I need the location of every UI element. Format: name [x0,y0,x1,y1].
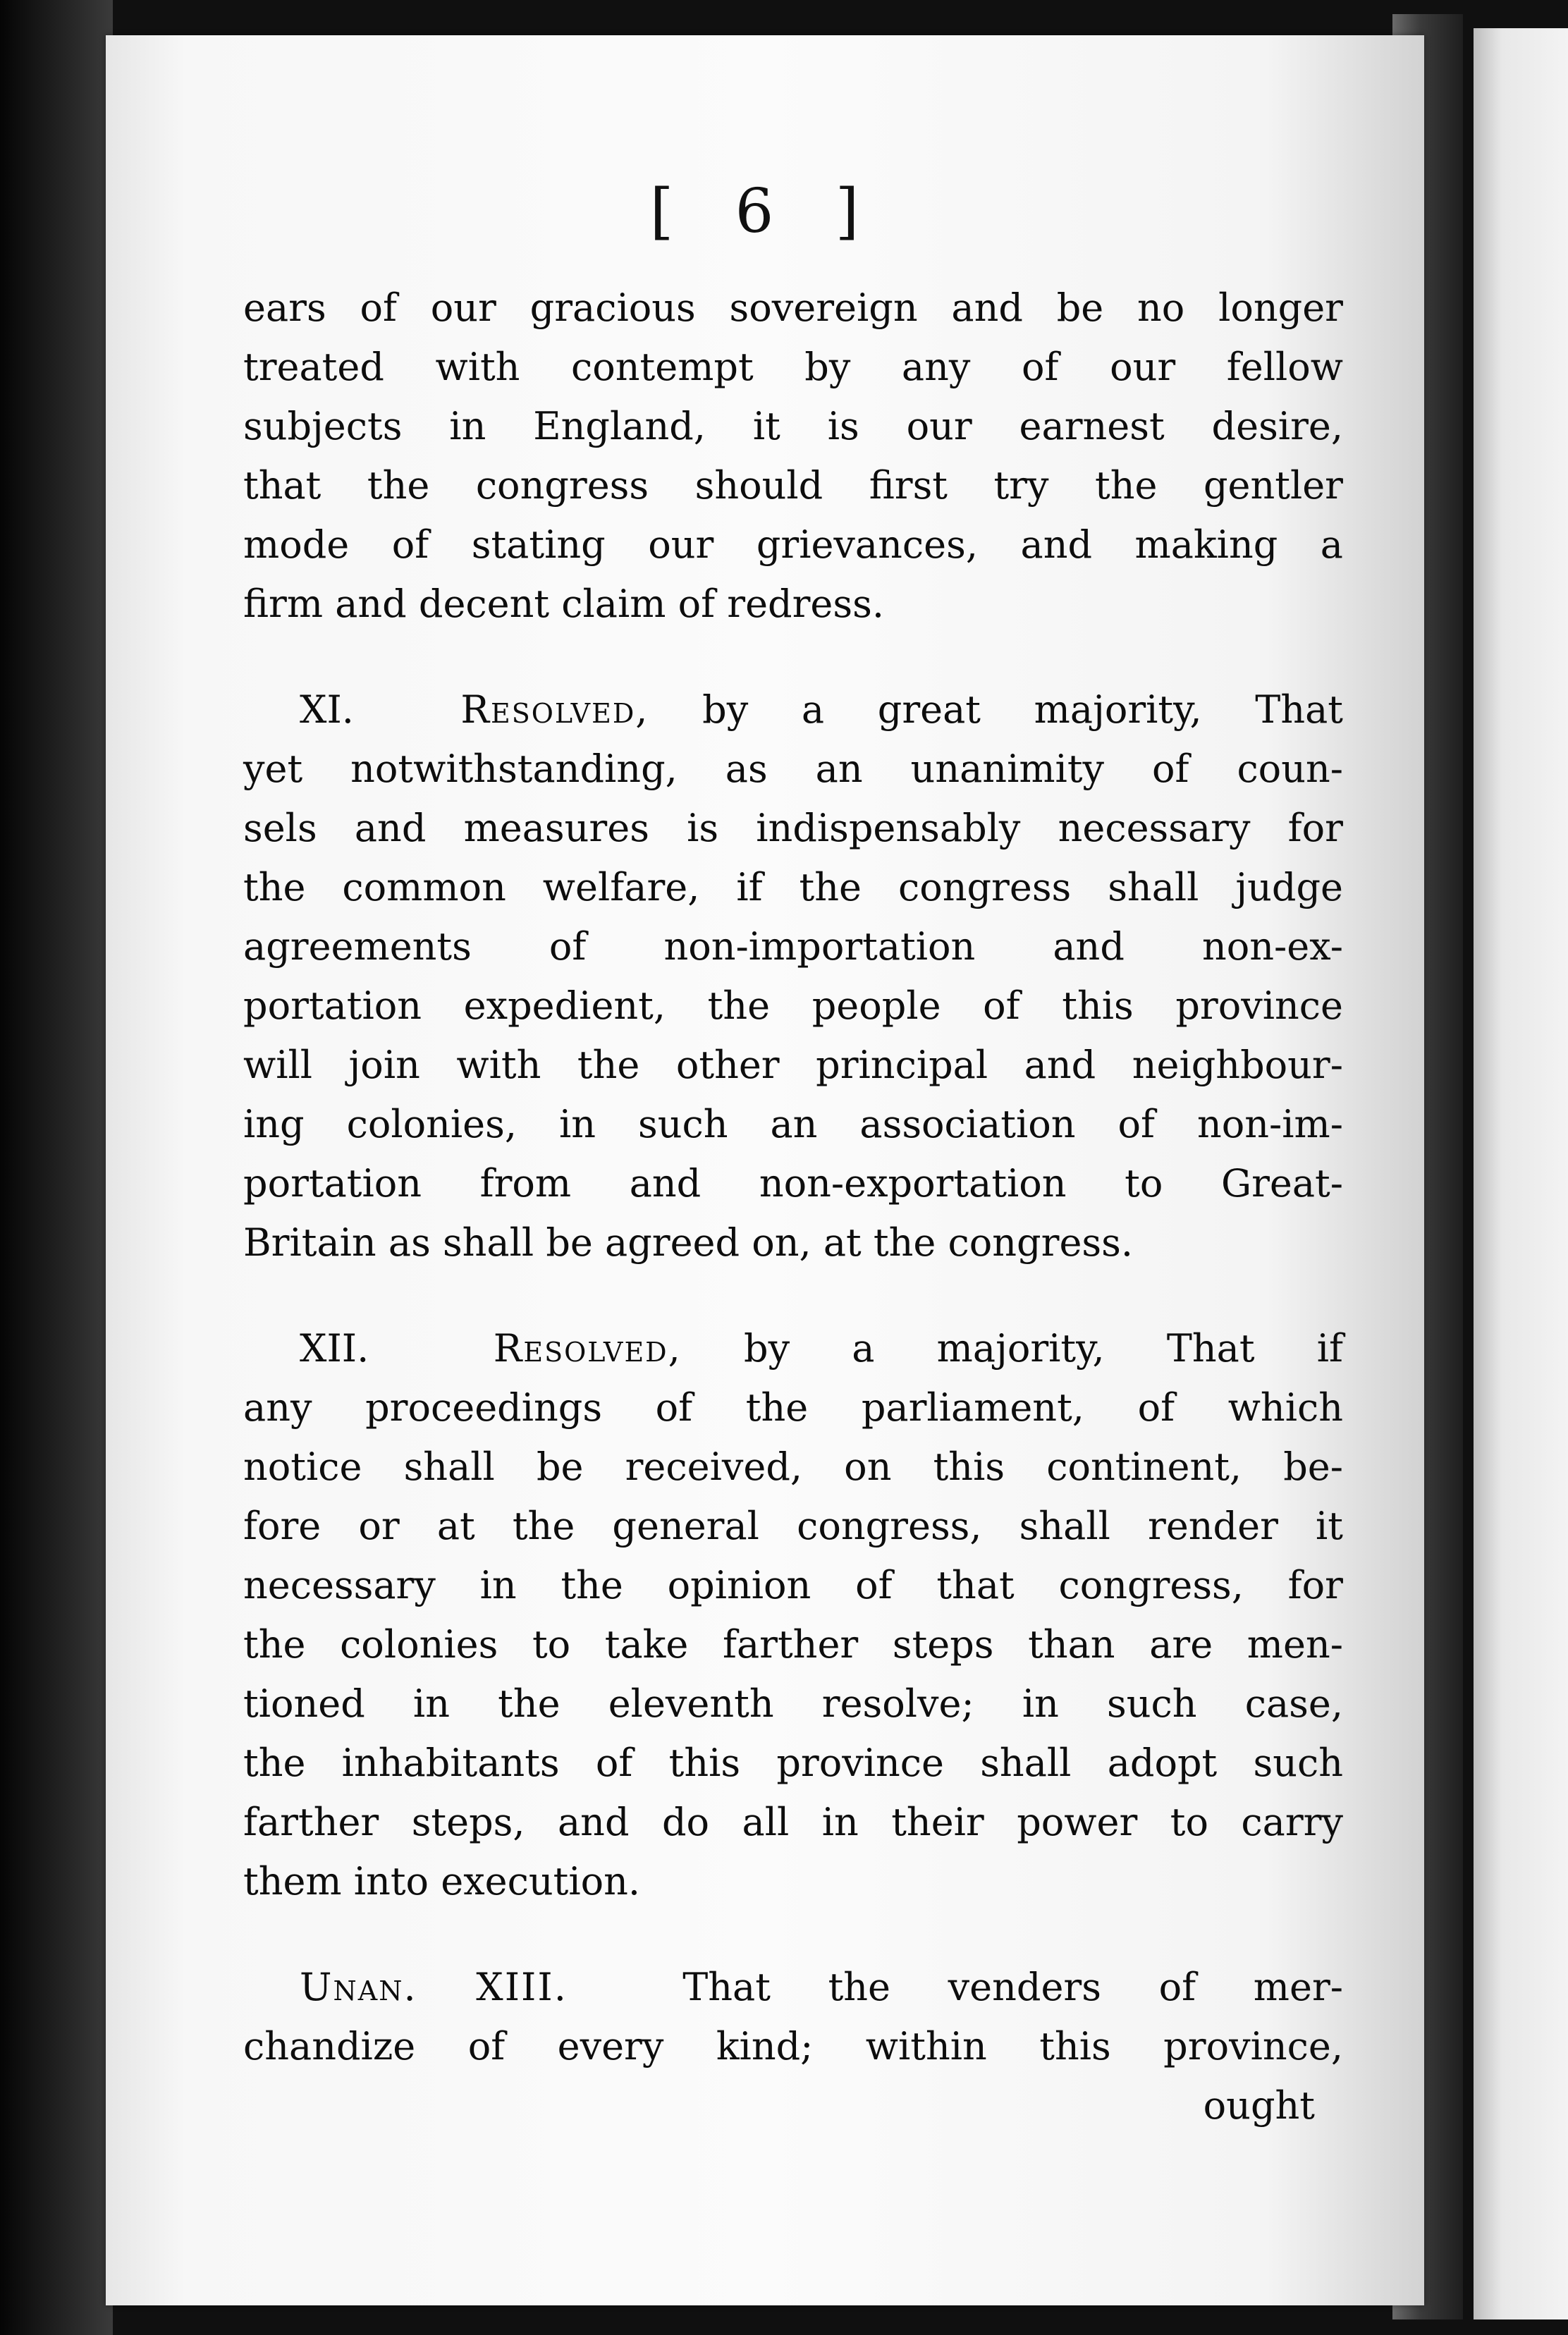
text-line: that the congress should first try the gentler [243,463,1343,508]
text-run: by a majority, That if [744,1326,1343,1371]
text-line: treated with contempt by any of our fellow [243,345,1343,389]
resolution-xiii [243,1958,1343,2135]
text-line-first [243,1319,1343,1378]
text-line: portation from and non-exportation to Great- [243,1161,1343,1206]
resolution-xi [243,680,1343,1273]
text-line-first [243,680,1343,740]
resolution-number: XI. [300,687,354,732]
resolution-xii [243,1319,1343,1911]
text-line: subjects in England, it is our earnest desire, [243,404,1343,448]
text-line: will join with the other principal and neighbour- [243,1043,1343,1087]
resolution-number: XII. [300,1326,369,1371]
text-line-first [243,1958,1343,2017]
text-line: firm and decent claim of redress. [243,582,884,626]
page-number: [ 6 ] [649,176,881,247]
book-page [106,35,1424,2305]
text-line: the common welfare, if the congress shall judge [243,865,1343,909]
text-line: the colonies to take farther steps than are men- [243,1622,1343,1667]
text-line: ing colonies, in such an association of non-im- [243,1102,1343,1146]
text-line: necessary in the opinion of that congress, for [243,1563,1343,1607]
adjacent-page [1474,28,1568,2319]
text-run: by a great majority, That [702,687,1343,732]
text-line: the inhabitants of this province shall adopt such [243,1741,1343,1785]
text-line: portation expedient, the people of this province [243,983,1343,1028]
paragraph-continuation [243,278,1343,634]
text-line: Britain as shall be agreed on, at the congress. [243,1220,1133,1265]
text-line: notice shall be received, on this continent, be- [243,1445,1343,1489]
catchword: ought [1203,2083,1315,2128]
text-line: mode of stating our grievances, and making a [243,522,1343,567]
text-line: fore or at the general congress, shall render it [243,1504,1343,1548]
binding-shadow [0,0,113,2335]
text-line: them into execution. [243,1859,641,1904]
text-line: chandize of every kind; within this province, [243,2024,1343,2069]
text-line: any proceedings of the parliament, of which [243,1385,1343,1430]
resolved-label: Resolved, [460,687,649,732]
text-line: agreements of non-importation and non-ex- [243,924,1343,969]
resolved-label: Resolved, [493,1326,682,1371]
text-line: sels and measures is indispensably necessary for [243,806,1343,850]
text-line: tioned in the eleventh resolve; in such case, [243,1681,1343,1726]
text-line: yet notwithstanding, as an unanimity of coun- [243,747,1343,791]
page-body [243,278,1343,2135]
text-run: That the venders of mer- [682,1965,1343,2009]
text-line: farther steps, and do all in their power to carry [243,1800,1343,1844]
text-line: ears of our gracious sovereign and be no longer [243,286,1343,330]
resolution-label: Unan. XIII. [300,1965,568,2009]
